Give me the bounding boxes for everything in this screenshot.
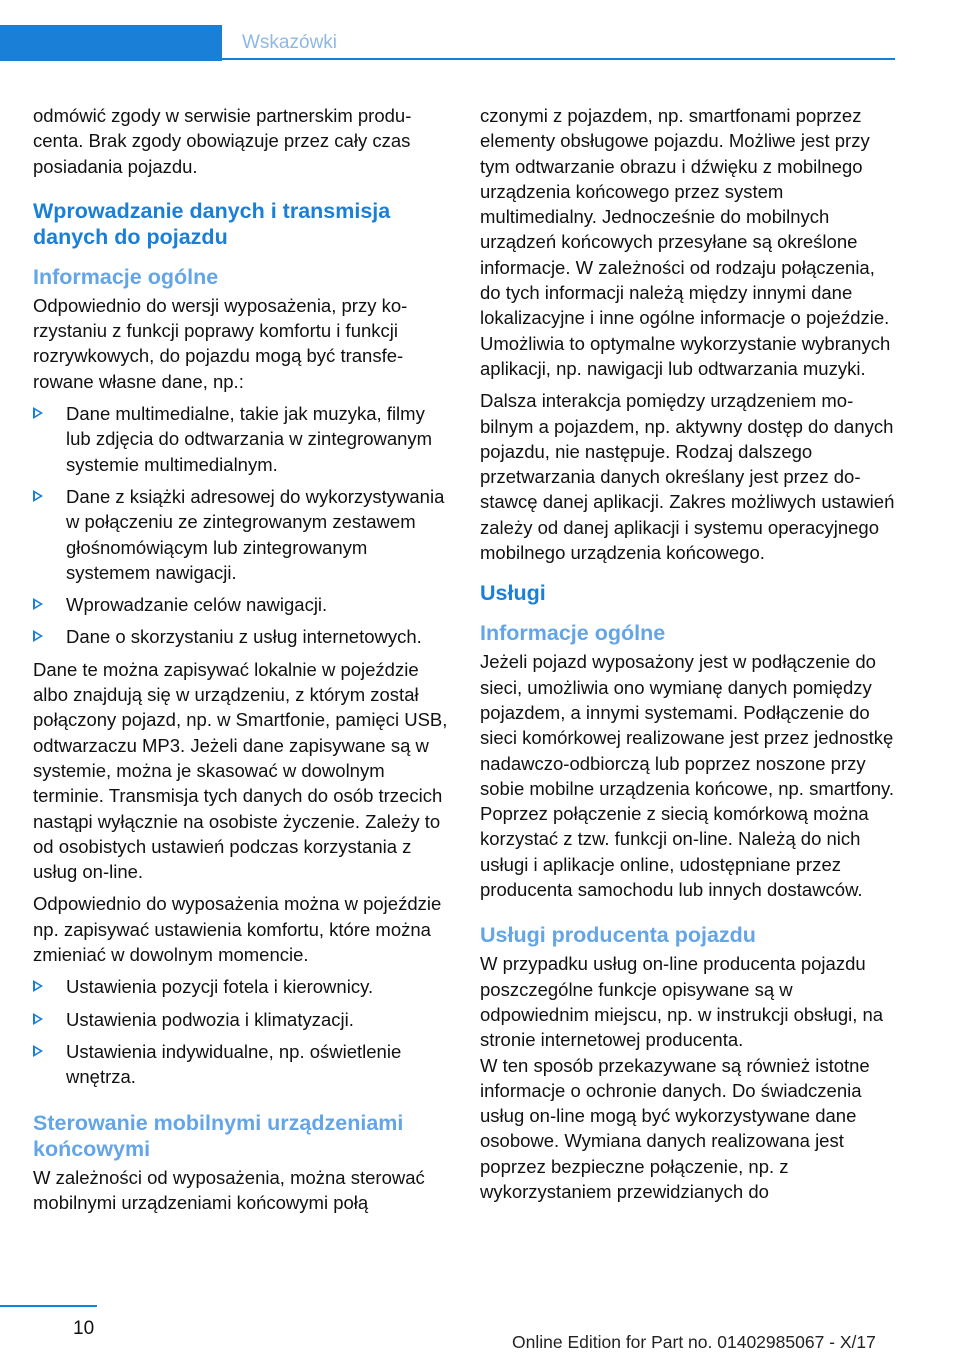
- paragraph: Dane te można zapisywać lokalnie w pojeździe albo znajdują się w urządzeniu, z którym został połączony pojazd, np. w Smartfonie, pamięci USB, odtwarzaczu MP3. Jeżeli dane zapisywane są w systemie, można je skasować w dowolnym terminie. Transmisja tych danych do osób trzecich nastąpi wyłącznie na osobiste życzenie. Zależy to od osobistych ustawień podczas korzystania z usług on-line.: [33, 658, 448, 883]
- paragraph: czonymi z pojazdem, np. smartfonami poprzez elementy obsługowe pojazdu. Możliwe jest przy tym odtwarzanie obrazu i dźwięku z mobilnego urządzenia końcowego przez system multimedialny. Jednocześnie do mobilnych urządzeń końcowych przesyłane są określone informacje. W zależności od rodzaju połączenia, do tych informacji należą między innymi dane lokalizacyjne i inne ogólne informacje o pojeździe. Umożliwia to optymalne wykorzystanie wybranych aplikacji, np. nawigacji lub odtwarzania muzyki.: [480, 105, 891, 379]
- list-item-text: Wprowadzanie celów nawigacji.: [66, 594, 328, 616]
- subheading-mobile-devices: Sterowanie mobilnymi urządzeniami końcowymi: [33, 1110, 404, 1161]
- header-rule: [222, 58, 895, 60]
- triangle-bullet-icon: [33, 1013, 43, 1025]
- list-item-text: Dane multimedialne, takie jak muzyka, filmy lub zdjęcia do odtwarzania w zintegrowanym systemie multimedialnym.: [66, 403, 433, 475]
- right-column: [480, 103, 895, 1211]
- list-item: [33, 401, 448, 477]
- triangle-bullet-icon: [33, 1045, 43, 1057]
- list-item-text: Ustawienia podwozia i klimatyzacji.: [66, 1008, 354, 1030]
- list-item: [33, 1039, 448, 1090]
- footer-rule: [0, 1305, 97, 1307]
- list-item-text: Ustawienia indywidualne, np. oświetlenie wnętrza.: [66, 1040, 402, 1088]
- triangle-bullet-icon: [33, 407, 43, 419]
- triangle-bullet-icon: [33, 490, 43, 502]
- paragraph: odmówić zgody w serwisie partnerskim producenta. Brak zgody obowiązuje przez cały czas posiadania pojazdu.: [33, 105, 412, 177]
- page-number: 10: [73, 1318, 95, 1339]
- heading-services: Usługi: [480, 581, 546, 606]
- header-accent-bar: [0, 25, 222, 61]
- triangle-bullet-icon: [33, 630, 43, 642]
- list-item-text: Dane o skorzystaniu z usług internetowych.: [66, 626, 422, 648]
- triangle-bullet-icon: [33, 980, 43, 992]
- bullet-list: [33, 401, 448, 650]
- heading-data-input: Wprowadzanie danych i transmisja danych do pojazdu: [33, 198, 391, 249]
- subheading-general-info: Informacje ogólne: [480, 621, 666, 646]
- subheading-manufacturer-services: Usługi producenta pojazdu: [480, 923, 756, 948]
- triangle-bullet-icon: [33, 598, 43, 610]
- paragraph: Dalsza interakcja pomiędzy urządzeniem mobilnym a pojazdem, np. aktywny dostęp do danych pojazdu, nie następuje. Rodzaj dalszego przetwarzania danych określany jest przez dostawcę danej aplikacji. Zakres możliwych ustawień zależy od danej aplikacji i systemu operacyjnego mobilnego urządzenia końcowego.: [480, 390, 895, 564]
- paragraph: W ten sposób przekazywane są również istotne informacje o ochronie danych. Do świadczenia usług on-line mogą być wykorzystywane dane osobowe. Wymiana danych realizowana jest poprzez bezpieczne połączenie, np. z wykorzystaniem przewidzianych do: [480, 1054, 870, 1202]
- bullet-list: [33, 974, 448, 1089]
- list-item: [33, 974, 448, 999]
- list-item: [33, 624, 448, 649]
- list-item-text: Dane z książki adresowej do wykorzystywania w połączeniu ze zintegrowanym zestawem głośnomówiącym lub zintegrowanym systemem nawigacji.: [66, 485, 445, 583]
- section-title: Wskazówki: [242, 32, 338, 53]
- list-item: [33, 484, 448, 585]
- paragraph: W zależności od wyposażenia, można sterować mobilnymi urządzeniami końcowymi połą: [33, 1166, 425, 1213]
- list-item: [33, 592, 448, 617]
- paragraph: Odpowiednio do wyposażenia można w pojeździe np. zapisywać ustawienia komfortu, które można zmieniać w dowolnym momencie.: [33, 893, 442, 966]
- edition-info: Online Edition for Part no. 01402985067 - X/17: [512, 1332, 876, 1352]
- list-item: [33, 1007, 448, 1032]
- subheading-general-info: Informacje ogólne: [33, 264, 219, 289]
- list-item-text: Ustawienia pozycji fotela i kierownicy.: [66, 976, 374, 998]
- paragraph: Jeżeli pojazd wyposażony jest w podłączenie do sieci, umożliwia ono wymianę danych pomiędzy pojazdem, a innymi systemami. Podłączenie do sieci komórkowej realizowane jest przez jednostkę nadawczo-odbiorczą lub poprzez noszone przy sobie mobilne urządzenia końcowe, np. smartfony. Poprzez połączenie z siecią komórkową można korzystać z tzw. funkcji on-line. Należą do nich usługi i aplikacje online, udostępniane przez producenta samochodu lub innych dostawców.: [480, 651, 895, 901]
- left-column: [33, 103, 448, 1222]
- paragraph: Odpowiednio do wersji wyposażenia, przy korzystaniu z funkcji poprawy komfortu i funkcji rozrywkowych, do pojazdu mogą być transferowane własne dane, np.:: [33, 294, 408, 392]
- paragraph: W przypadku usług on-line producenta pojazdu poszczególne funkcje opisywane są w odpowiednim miejscu, np. w instrukcji obsługi, na stronie internetowej producenta.: [480, 953, 884, 1051]
